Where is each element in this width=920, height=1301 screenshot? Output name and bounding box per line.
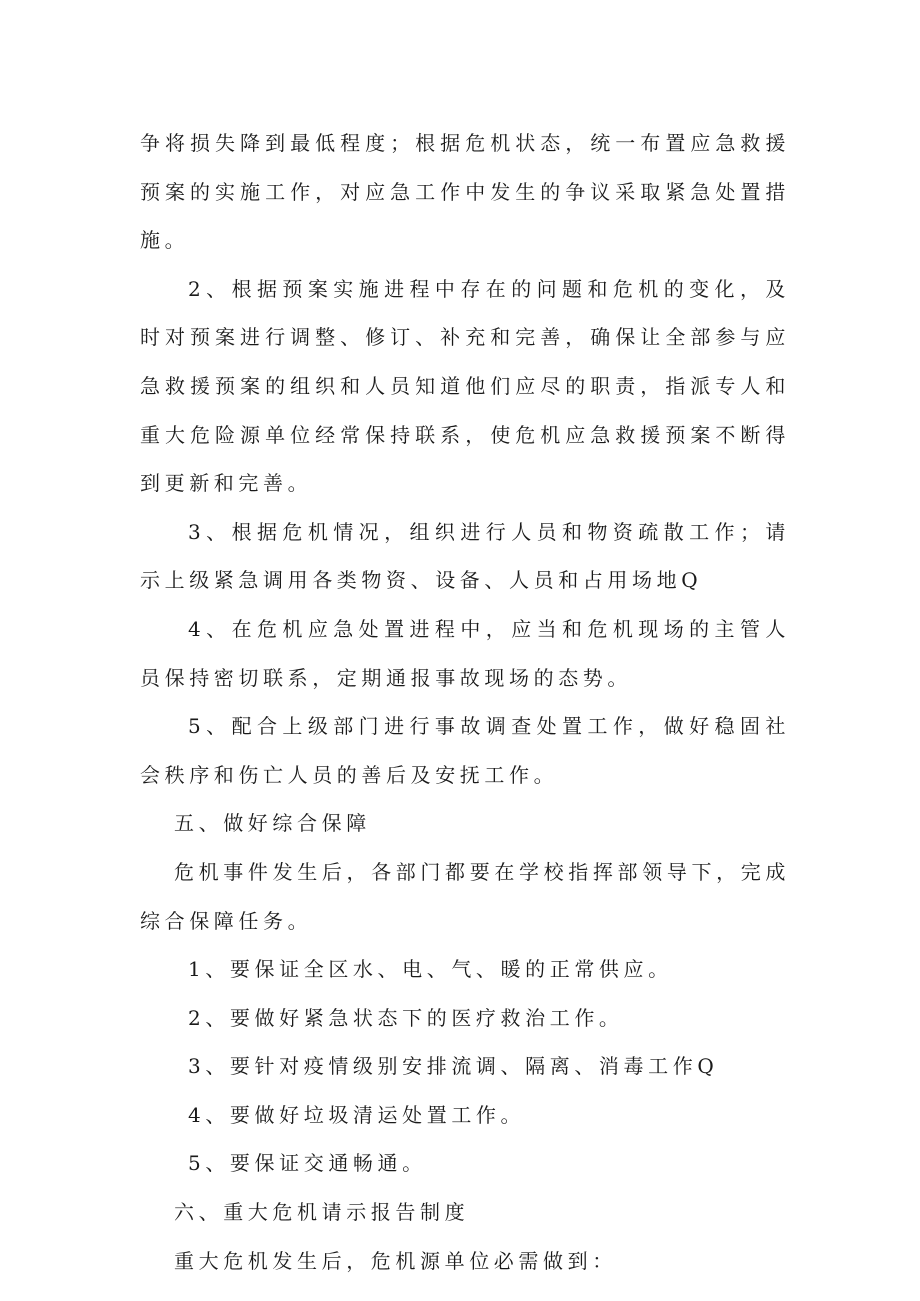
paragraph-intro-6: 重大危机发生后，危机源单位必需做到：: [174, 1248, 617, 1273]
paragraph-intro-5: 危机事件发生后，各部门都要在学校指挥部领导下，完成综合保障任务。: [140, 859, 790, 933]
list-item-4: 4、要做好垃圾清运处置工作。: [188, 1102, 526, 1127]
document-body: [140, 119, 790, 1285]
paragraph-continuation: 争将损失降到最低程度；根据危机状态，统一布置应急救援预案的实施工作，对应急工作中发生的争议采取紧急处置措施。: [140, 131, 790, 253]
list-item-1: 1、要保证全区水、电、气、暖的正常供应。: [188, 957, 673, 982]
paragraph-item-2: 2、根据预案实施进程中存在的问题和危机的变化，及时对预案进行调整、修订、补充和完善，确保让全部参与应急救援预案的组织和人员知道他们应尽的职责，指派专人和重大危险源单位经常保持联系，使危机应急救援预案不断得到更新和完善。: [140, 276, 790, 496]
paragraph-item-4: 4、在危机应急处置进程中，应当和危机现场的主管人员保持密切联系，定期通报事故现场的态势。: [140, 616, 790, 690]
section-heading-5: 五、做好综合保障: [174, 811, 371, 836]
paragraph-item-5: 5、配合上级部门进行事故调查处置工作，做好稳固社会秩序和伤亡人员的善后及安抚工作。: [140, 714, 790, 787]
list-item-5: 5、要保证交通畅通。: [188, 1151, 427, 1176]
list-item-2: 2、要做好紧急状态下的医疗救治工作。: [188, 1005, 624, 1030]
list-item-3: 3、要针对疫情级别安排流调、隔离、消毒工作Q: [188, 1054, 719, 1079]
paragraph-item-3: 3、根据危机情况，组织进行人员和物资疏散工作；请示上级紧急调用各类物资、设备、人员和占用场地Q: [140, 519, 790, 593]
section-heading-6: 六、重大危机请示报告制度: [174, 1200, 470, 1225]
